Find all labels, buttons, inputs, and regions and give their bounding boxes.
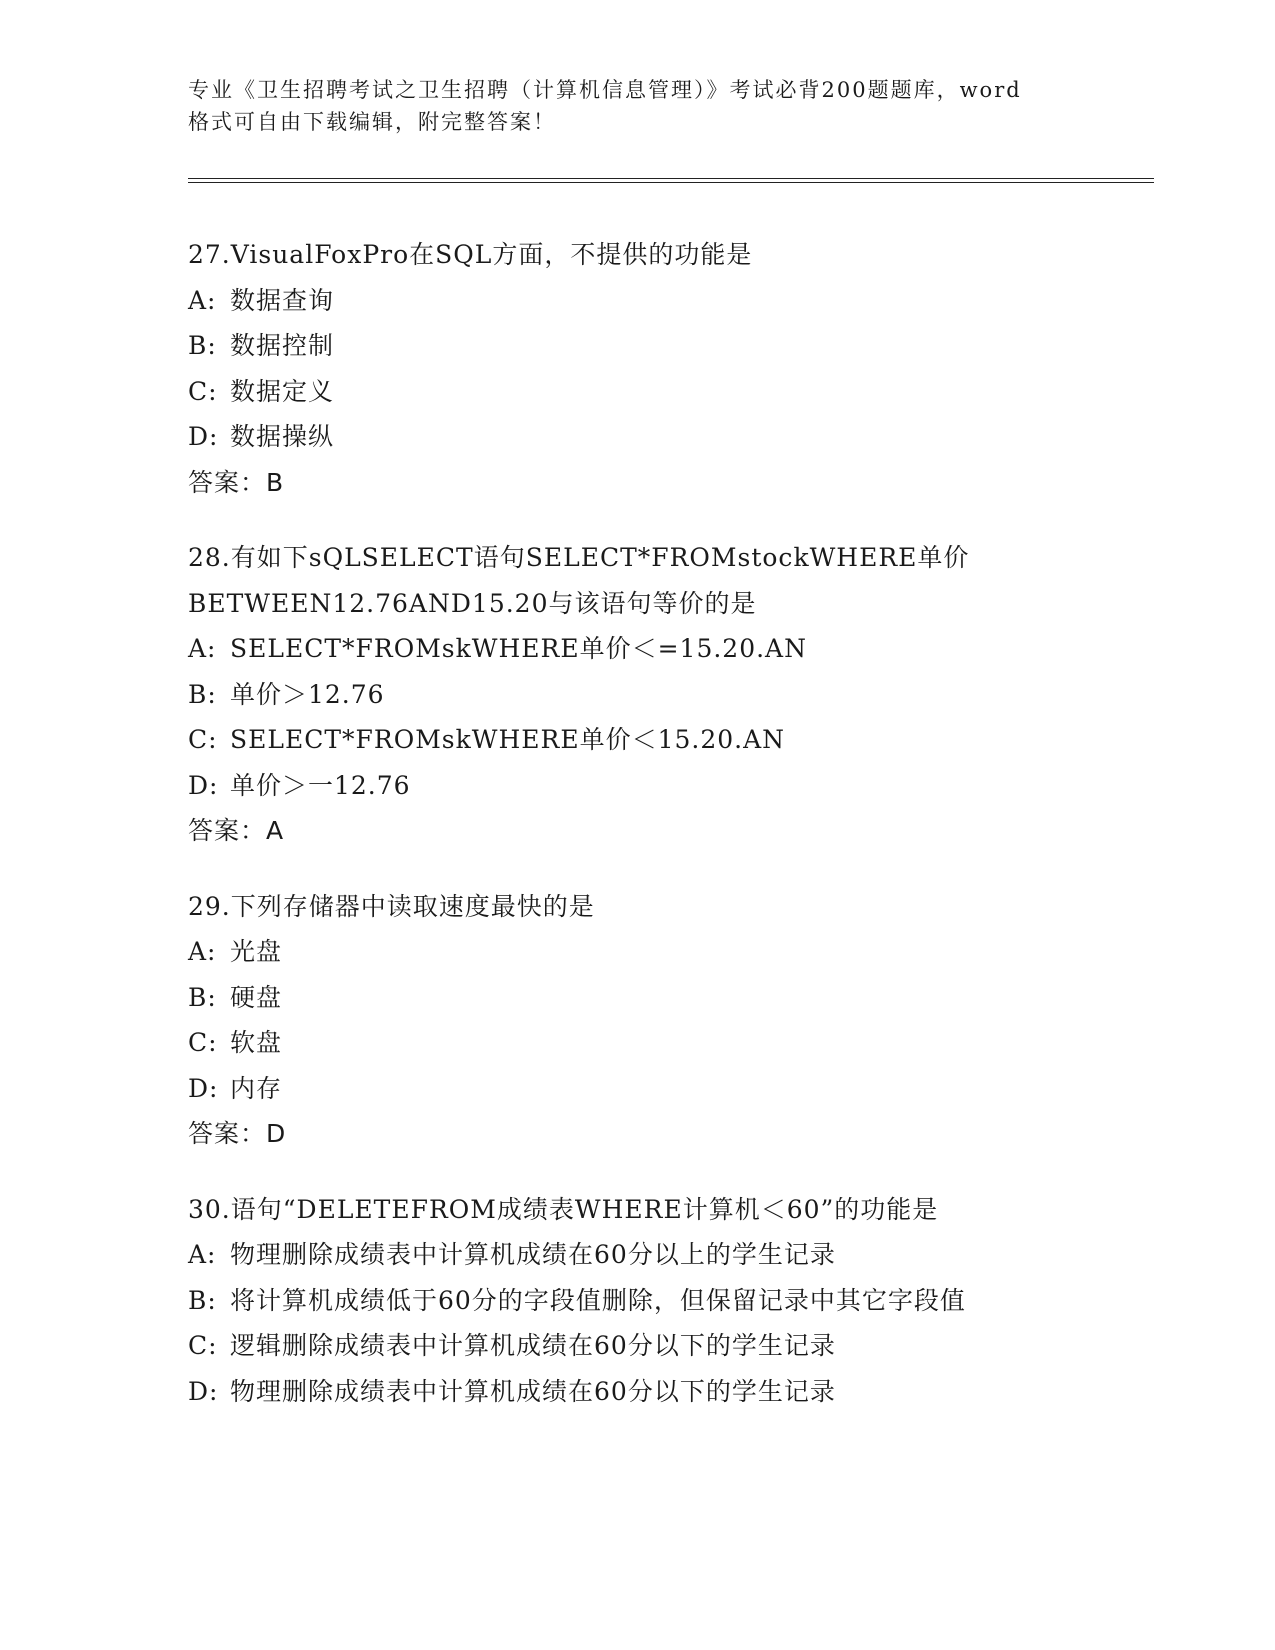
option-c (188, 1323, 1148, 1369)
option-text: 逻辑删除成绩表中计算机成绩在60分以下的学生记录 (230, 1331, 836, 1360)
option-label: D: (188, 1073, 219, 1103)
option-b (188, 975, 1148, 1021)
option-text: 物理删除成绩表中计算机成绩在60分以下的学生记录 (230, 1376, 836, 1406)
option-c (188, 717, 1148, 763)
option-a (188, 1232, 1148, 1278)
option-text: 软盘 (230, 1028, 283, 1057)
option-label: B: (188, 331, 217, 360)
option-label: C: (188, 1028, 218, 1057)
option-label: C: (188, 376, 218, 406)
option-c (188, 369, 1148, 415)
option-label: C: (188, 1331, 218, 1360)
option-text: 光盘 (230, 937, 283, 966)
option-text: 内存 (230, 1073, 283, 1103)
option-label: D: (188, 422, 219, 451)
header-divider-top (188, 178, 1154, 179)
option-label: A: (188, 1240, 217, 1269)
option-d (188, 1369, 1148, 1415)
option-c (188, 1020, 1148, 1066)
option-text: 单价＞12.76 (230, 679, 385, 709)
question-text: 30.语句“DELETEFROM成绩表WHERE计算机＜60”的功能是 (188, 1194, 939, 1224)
option-text: 数据定义 (230, 376, 335, 406)
option-label: D: (188, 770, 219, 800)
option-text: SELECT*FROMskWHERE单价＜=15.20.AN (230, 634, 807, 663)
header-line-1: 专业《卫生招聘考试之卫生招聘（计算机信息管理）》考试必背200题题库，word (188, 78, 1022, 102)
question-28 (188, 535, 1148, 854)
answer-text: 答案：D (188, 1119, 287, 1148)
option-d (188, 414, 1148, 460)
option-text: 单价＞一12.76 (230, 770, 411, 800)
question-list (188, 232, 1148, 1444)
option-text: 数据控制 (230, 331, 335, 360)
option-text: 数据查询 (230, 285, 335, 315)
option-label: B: (188, 982, 217, 1012)
option-label: B: (188, 1285, 217, 1315)
option-d (188, 1066, 1148, 1112)
header-line-2: 格式可自由下载编辑，附完整答案！ (188, 110, 556, 134)
option-label: B: (188, 679, 217, 709)
option-text: 物理删除成绩表中计算机成绩在60分以上的学生记录 (230, 1240, 836, 1269)
option-b (188, 672, 1148, 718)
option-a (188, 278, 1148, 324)
option-label: A: (188, 285, 217, 315)
option-b (188, 323, 1148, 369)
option-text: 数据操纵 (230, 422, 335, 451)
option-text: 将计算机成绩低于60分的字段值删除，但保留记录中其它字段值 (230, 1285, 966, 1315)
option-text: 硬盘 (230, 982, 283, 1012)
option-a (188, 626, 1148, 672)
option-label: C: (188, 725, 218, 754)
option-text: SELECT*FROMskWHERE单价＜15.20.AN (230, 725, 786, 754)
question-text: 28.有如下sQLSELECT语句SELECT*FROMstockWHERE单价 (188, 543, 970, 572)
question-text: 27.VisualFoxPro在SQL方面，不提供的功能是 (188, 240, 753, 269)
question-text-continued: BETWEEN12.76AND15.20与该语句等价的是 (188, 588, 757, 618)
option-d (188, 763, 1148, 809)
question-text: 29.下列存储器中读取速度最快的是 (188, 891, 595, 921)
option-a (188, 929, 1148, 975)
option-label: D: (188, 1376, 219, 1406)
answer-text: 答案：B (188, 467, 285, 497)
question-27 (188, 232, 1148, 505)
document-header (188, 74, 1088, 138)
option-label: A: (188, 937, 217, 966)
header-divider-bottom (188, 182, 1154, 183)
option-b (188, 1278, 1148, 1324)
question-30 (188, 1187, 1148, 1415)
question-29 (188, 884, 1148, 1157)
option-label: A: (188, 634, 217, 663)
answer-text: 答案：A (188, 816, 285, 845)
